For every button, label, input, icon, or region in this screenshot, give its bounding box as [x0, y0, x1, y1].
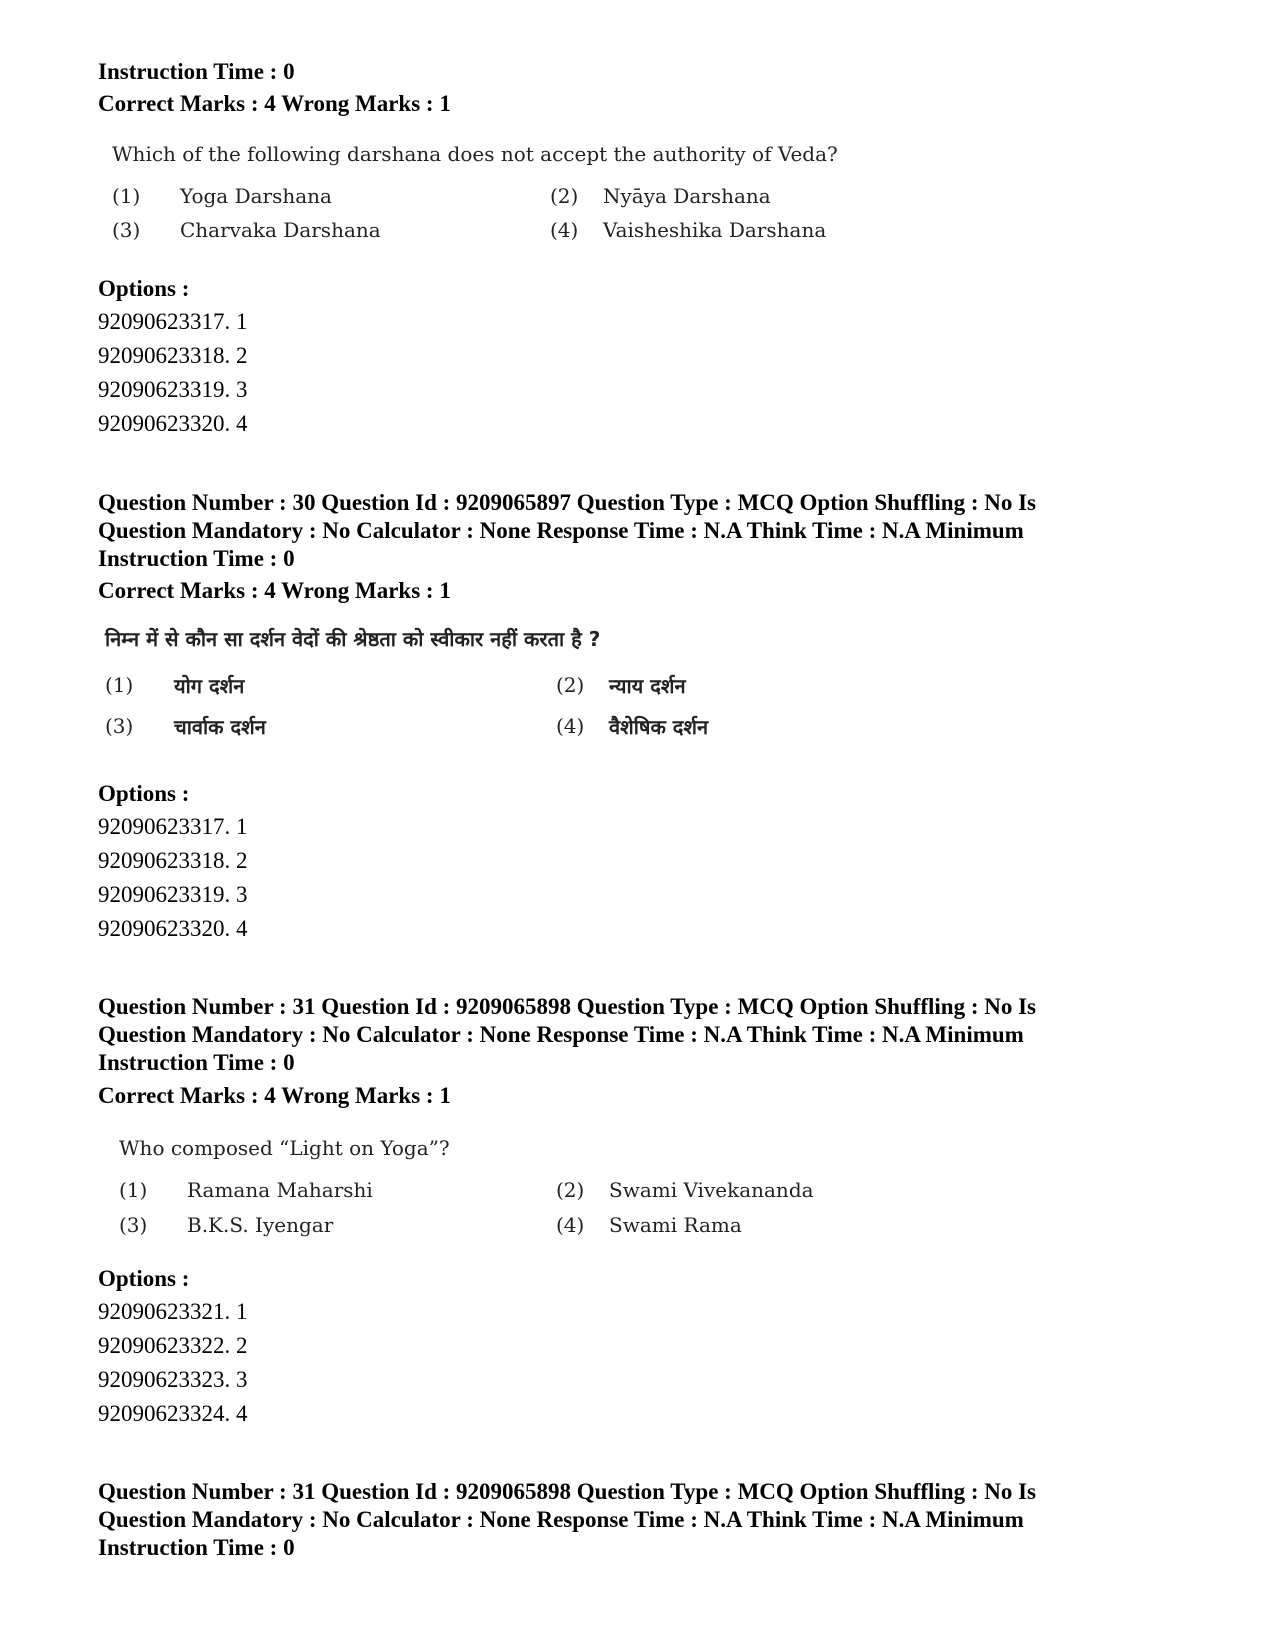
question-text: Which of the following darshana does not accept the authority of Veda? [112, 142, 838, 166]
choice-number: (3) [105, 714, 134, 738]
choice-number: (1) [112, 184, 141, 208]
question-meta-line: Question Mandatory : No Calculator : None Response Time : N.A Think Time : N.A Minimum [98, 1507, 1024, 1532]
choice-text: योग दर्शन [174, 674, 245, 698]
options-label: Options : [98, 781, 190, 806]
instruction-time: Instruction Time : 0 [98, 1050, 295, 1075]
question-meta-line: Question Mandatory : No Calculator : None Response Time : N.A Think Time : N.A Minimum [98, 1022, 1024, 1047]
options-list [98, 810, 248, 946]
marks-line: Correct Marks : 4 Wrong Marks : 1 [98, 578, 451, 603]
instruction-time: Instruction Time : 0 [98, 59, 295, 84]
options-list [98, 305, 248, 441]
question-meta-line: Question Number : 30 Question Id : 9209065897 Question Type : MCQ Option Shuffling : No Is [98, 490, 1037, 515]
instruction-time: Instruction Time : 0 [98, 1535, 295, 1560]
option-item: 92090623324. 4 [98, 1401, 248, 1426]
choice-text: Yoga Darshana [180, 184, 332, 208]
marks-line: Correct Marks : 4 Wrong Marks : 1 [98, 91, 451, 116]
choice-number: (4) [556, 714, 585, 738]
choice-text: चार्वाक दर्शन [174, 715, 266, 739]
choice-number: (2) [556, 1178, 585, 1202]
choice-number: (1) [119, 1178, 148, 1202]
option-item: 92090623317. 1 [98, 309, 248, 334]
option-item: 92090623322. 2 [98, 1333, 248, 1358]
choice-number: (4) [550, 218, 579, 242]
question-text: Who composed “Light on Yoga”? [119, 1136, 450, 1160]
option-item: 92090623323. 3 [98, 1367, 248, 1392]
choice-number: (2) [556, 673, 585, 697]
options-list [98, 1295, 248, 1431]
options-label: Options : [98, 1266, 190, 1291]
question-meta-line: Question Number : 31 Question Id : 9209065898 Question Type : MCQ Option Shuffling : No Is [98, 994, 1037, 1019]
question-meta-line: Question Mandatory : No Calculator : None Response Time : N.A Think Time : N.A Minimum [98, 518, 1024, 543]
question-meta-line: Question Number : 31 Question Id : 9209065898 Question Type : MCQ Option Shuffling : No Is [98, 1479, 1037, 1504]
choice-text: Ramana Maharshi [187, 1178, 373, 1202]
option-item: 92090623317. 1 [98, 814, 248, 839]
instruction-time: Instruction Time : 0 [98, 546, 295, 571]
choice-number: (2) [550, 184, 579, 208]
option-item: 92090623320. 4 [98, 916, 248, 941]
choice-text: वैशेषिक दर्शन [609, 715, 709, 739]
choice-number: (3) [119, 1213, 148, 1237]
choice-text: B.K.S. Iyengar [187, 1213, 334, 1237]
choice-number: (3) [112, 218, 141, 242]
choice-text: Nyāya Darshana [603, 184, 771, 208]
options-label: Options : [98, 276, 190, 301]
option-item: 92090623321. 1 [98, 1299, 248, 1324]
choice-number: (1) [105, 673, 134, 697]
option-item: 92090623318. 2 [98, 848, 248, 873]
choice-text: Swami Vivekananda [609, 1178, 814, 1202]
option-item: 92090623320. 4 [98, 411, 248, 436]
option-item: 92090623319. 3 [98, 882, 248, 907]
choice-text: न्याय दर्शन [609, 674, 686, 698]
option-item: 92090623319. 3 [98, 377, 248, 402]
choice-text: Vaisheshika Darshana [603, 218, 827, 242]
choice-number: (4) [556, 1213, 585, 1237]
option-item: 92090623318. 2 [98, 343, 248, 368]
choice-text: Charvaka Darshana [180, 218, 381, 242]
question-text: निम्न में से कौन सा दर्शन वेदों की श्रेष्ठता को स्वीकार नहीं करता है ? [105, 627, 601, 651]
choice-text: Swami Rama [609, 1213, 742, 1237]
marks-line: Correct Marks : 4 Wrong Marks : 1 [98, 1083, 451, 1108]
